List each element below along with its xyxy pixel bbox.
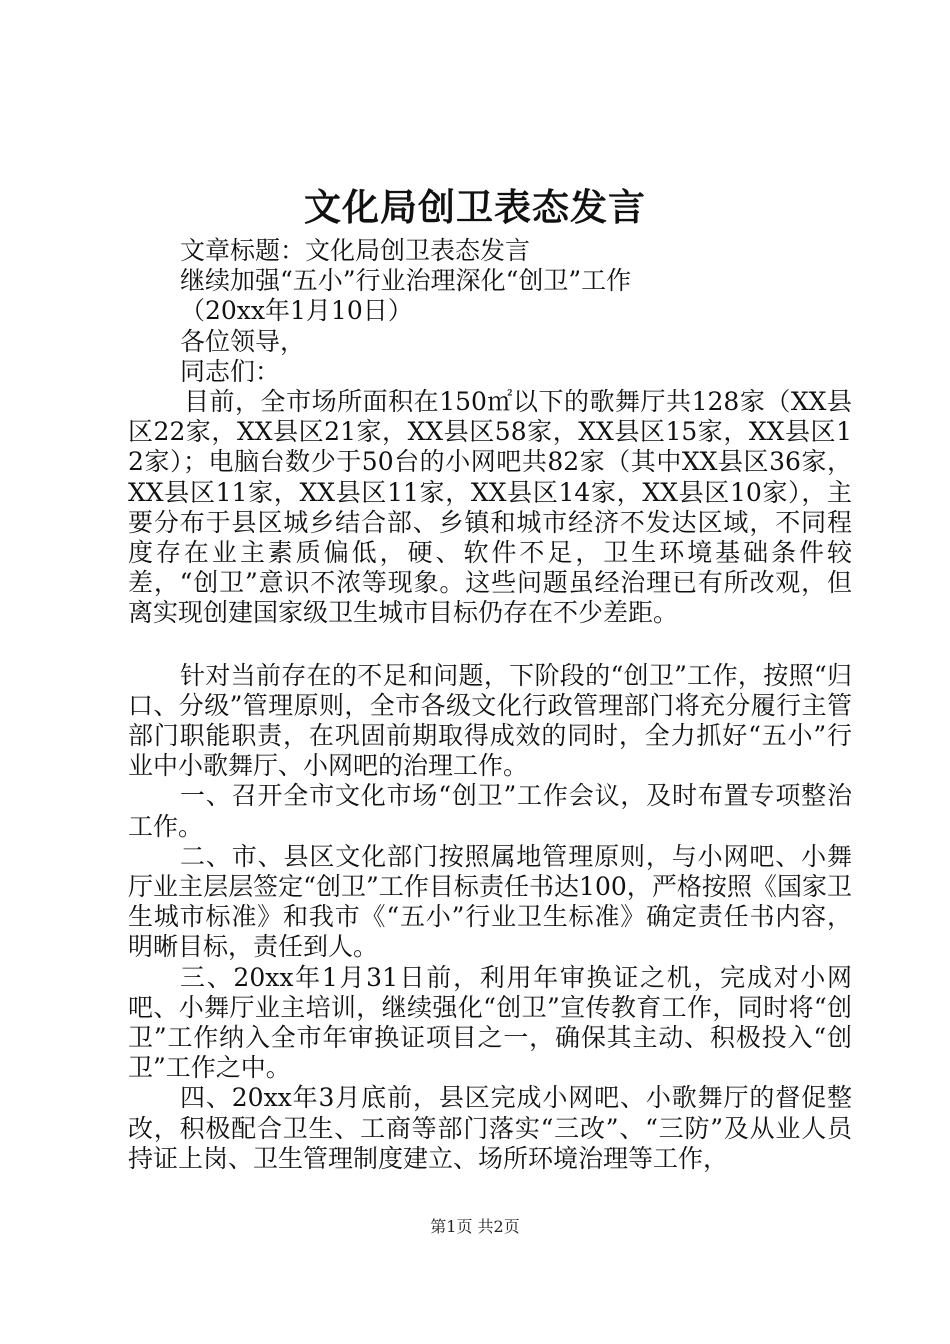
paragraph-item-3: 三、20xx年1月31日前，利用年审换证之机，完成对小网吧、小舞厅业主培训，继续强化“创卫”宣传教育工作，同时将“创卫”工作纳入全市年审换证项目之一，确保其主动、积极投入“创卫”工作之中。 (128, 962, 852, 1083)
paragraph-current-situation: 目前，全市场所面积在150㎡以下的歌舞厅共128家（XX县区22家，XX县区21家，XX县区58家，XX县区15家，XX县区12家）；电脑台数少于50台的小网吧共82家（其中XX县区36家，XX县区11家，XX县区11家，XX县区14家，XX县区10家），主要分布于县区城乡结合部、乡镇和城市经济不发达区域，不同程度存在业主素质偏低，硬、软件不足，卫生环境基础条件较差，“创卫”意识不浓等现象。这些问题虽经治理已有所改观，但离实现创建国家级卫生城市目标仍存在不少差距。 (128, 387, 852, 628)
article-title-line: 文章标题：文化局创卫表态发言 (180, 236, 531, 265)
document-title: 文化局创卫表态发言 (304, 185, 646, 229)
page-footer: 第1页 共2页 (430, 1217, 520, 1236)
paragraph-item-1: 一、召开全市文化市场“创卫”工作会议，及时布置专项整治工作。 (128, 781, 852, 841)
salutation-comrades: 同志们： (180, 356, 281, 386)
paragraph-item-4: 四、20xx年3月底前，县区完成小网吧、小歌舞厅的督促整改，积极配合卫生、工商等部门落实“三改”、“三防”及从业人员持证上岗、卫生管理制度建立、场所环境治理等工作， (128, 1083, 852, 1173)
paragraph-next-steps: 针对当前存在的不足和问题，下阶段的“创卫”工作，按照“归口、分级”管理原则，全市各级文化行政管理部门将充分履行主管部门职能职责，在巩固前期取得成效的同时，全力抓好“五小”行业中小歌舞厅、小网吧的治理工作。 (128, 660, 852, 781)
salutation-leaders: 各位领导， (180, 326, 306, 356)
subtitle-line: 继续加强“五小”行业治理深化“创卫”工作 (180, 266, 632, 296)
document-body (128, 236, 852, 1174)
paragraph-spacer (128, 629, 852, 661)
paragraph-item-2: 二、市、县区文化部门按照属地管理原则，与小网吧、小舞厅业主层层签定“创卫”工作目标责任书达100，严格按照《国家卫生城市标准》和我市《“五小”行业卫生标准》确定责任书内容，明晰目标，责任到人。 (128, 841, 852, 962)
date-line: （20xx年1月10日） (180, 296, 413, 326)
